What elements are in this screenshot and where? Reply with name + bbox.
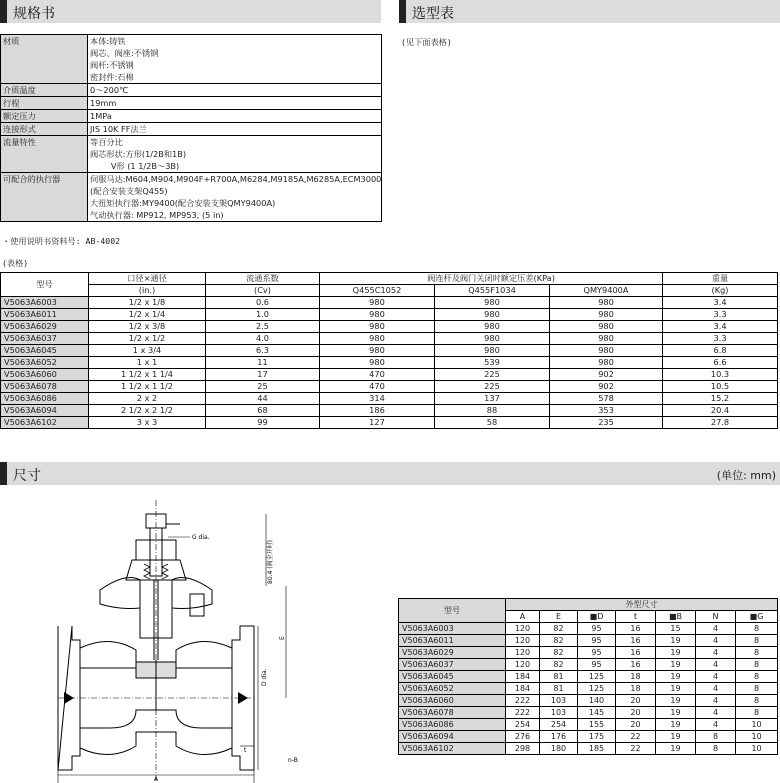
cell-weight: 10.3 bbox=[663, 369, 778, 381]
cell-p1: 470 bbox=[320, 381, 435, 393]
cell-dim-value: 16 bbox=[616, 623, 656, 635]
cell-dim-value: 95 bbox=[578, 659, 616, 671]
spec-row bbox=[1, 84, 382, 97]
cell-dim-value: 19 bbox=[656, 719, 696, 731]
spec-label: 介质温度 bbox=[1, 84, 88, 97]
spec-value-line: 气动执行器: MP912, MP953, (5 in) bbox=[90, 210, 224, 220]
spec-row bbox=[1, 110, 382, 123]
cell-dim-value: 8 bbox=[696, 731, 736, 743]
header-marker bbox=[0, 0, 7, 23]
cell-dim-value: 82 bbox=[540, 623, 578, 635]
col-weight-unit: (Kg) bbox=[663, 285, 778, 297]
cell-model: V5063A6078 bbox=[1, 381, 89, 393]
cell-dim-value: 184 bbox=[506, 671, 540, 683]
cell-dim-value: 20 bbox=[616, 719, 656, 731]
spec-value-line: V形 (1 1/2B～3B) bbox=[90, 161, 180, 171]
cell-model: V5063A6003 bbox=[399, 623, 506, 635]
cell-size: 1 x 1 bbox=[89, 357, 206, 369]
height-note-label: 80.4 (阀全开时) bbox=[267, 540, 274, 584]
cell-dim-value: 22 bbox=[616, 731, 656, 743]
cell-p1: 186 bbox=[320, 405, 435, 417]
dim-col-header: N bbox=[696, 611, 736, 623]
cell-size: 1/2 x 1/4 bbox=[89, 309, 206, 321]
table-row bbox=[1, 417, 778, 429]
cell-p2: 225 bbox=[435, 369, 550, 381]
spec-value-line: 19mm bbox=[90, 98, 117, 108]
cell-weight: 3.3 bbox=[663, 309, 778, 321]
cell-p1: 470 bbox=[320, 369, 435, 381]
dimension-unit: (单位: mm) bbox=[716, 469, 776, 482]
spec-value-line: 1MPa bbox=[90, 111, 112, 121]
cell-p3: 980 bbox=[550, 345, 663, 357]
cell-dim-value: 19 bbox=[656, 707, 696, 719]
cell-dim-value: 19 bbox=[656, 647, 696, 659]
cell-model: V5063A6011 bbox=[399, 635, 506, 647]
cell-dim-value: 176 bbox=[540, 731, 578, 743]
cell-model: V5063A6052 bbox=[399, 683, 506, 695]
dim-col-header: E bbox=[540, 611, 578, 623]
cell-dim-value: 8 bbox=[736, 659, 778, 671]
cell-dim-value: 18 bbox=[616, 683, 656, 695]
cell-p1: 980 bbox=[320, 321, 435, 333]
cell-weight: 20.4 bbox=[663, 405, 778, 417]
cell-weight: 3.4 bbox=[663, 321, 778, 333]
col-size: 口径×通径 bbox=[89, 273, 206, 285]
dimension-header-bar bbox=[0, 462, 780, 485]
cell-dim-value: 4 bbox=[696, 707, 736, 719]
selection-title: 选型表 bbox=[412, 6, 454, 22]
cell-dim-value: 95 bbox=[578, 647, 616, 659]
cell-p1: 980 bbox=[320, 297, 435, 309]
col-model: 型号 bbox=[1, 273, 89, 297]
cell-dim-value: 15 bbox=[656, 623, 696, 635]
table-row bbox=[399, 659, 778, 671]
cell-weight: 15.2 bbox=[663, 393, 778, 405]
spec-label: 流量特性 bbox=[1, 136, 88, 173]
cell-dim-value: 276 bbox=[506, 731, 540, 743]
cell-weight: 3.3 bbox=[663, 333, 778, 345]
e-label: E bbox=[279, 636, 286, 640]
cell-p3: 980 bbox=[550, 297, 663, 309]
cell-dim-value: 254 bbox=[506, 719, 540, 731]
cell-dim-value: 19 bbox=[656, 731, 696, 743]
cell-dim-value: 4 bbox=[696, 671, 736, 683]
cell-size: 1/2 x 3/8 bbox=[89, 321, 206, 333]
manual-note: ・使用说明书资料号: AB-4002 bbox=[2, 236, 121, 246]
cell-dim-value: 19 bbox=[656, 659, 696, 671]
table-row bbox=[399, 683, 778, 695]
cell-dim-value: 22 bbox=[616, 743, 656, 755]
cell-dim-value: 8 bbox=[736, 623, 778, 635]
table-row bbox=[1, 345, 778, 357]
cell-dim-value: 20 bbox=[616, 707, 656, 719]
cell-p3: 902 bbox=[550, 369, 663, 381]
cell-p1: 980 bbox=[320, 333, 435, 345]
table-row bbox=[1, 393, 778, 405]
cell-dim-value: 8 bbox=[736, 647, 778, 659]
cell-dim-value: 18 bbox=[616, 671, 656, 683]
table-row bbox=[399, 731, 778, 743]
spec-row bbox=[1, 173, 382, 222]
col-size-unit: (in.) bbox=[89, 285, 206, 297]
spec-value-line: 伺服马达:M604,M904,M904F+R700A,M6284,M9185A,M6285A,ECM3000 bbox=[90, 174, 382, 184]
cell-weight: 6.8 bbox=[663, 345, 778, 357]
cell-dim-value: 8 bbox=[736, 707, 778, 719]
cell-model: V5063A6037 bbox=[399, 659, 506, 671]
cell-dim-value: 222 bbox=[506, 707, 540, 719]
cell-dim-value: 8 bbox=[736, 635, 778, 647]
cell-p2: 137 bbox=[435, 393, 550, 405]
cell-cv: 6.3 bbox=[206, 345, 320, 357]
cell-cv: 17 bbox=[206, 369, 320, 381]
spec-title: 规格书 bbox=[13, 6, 55, 22]
cell-dim-value: 120 bbox=[506, 659, 540, 671]
spec-header-bar bbox=[0, 0, 381, 23]
cell-dim-value: 10 bbox=[736, 731, 778, 743]
cell-model: V5063A6003 bbox=[1, 297, 89, 309]
cell-dim-value: 4 bbox=[696, 719, 736, 731]
cell-dim-value: 19 bbox=[656, 635, 696, 647]
cell-dim-value: 120 bbox=[506, 635, 540, 647]
table-row bbox=[1, 357, 778, 369]
cell-dim-value: 19 bbox=[656, 695, 696, 707]
cell-dim-value: 8 bbox=[696, 743, 736, 755]
cell-p3: 980 bbox=[550, 357, 663, 369]
cell-dim-value: 180 bbox=[540, 743, 578, 755]
cell-model: V5063A6086 bbox=[1, 393, 89, 405]
cell-dim-value: 4 bbox=[696, 635, 736, 647]
col-cv-unit: (Cv) bbox=[206, 285, 320, 297]
cell-model: V5063A6045 bbox=[1, 345, 89, 357]
cell-dim-value: 145 bbox=[578, 707, 616, 719]
spec-row bbox=[1, 97, 382, 110]
spec-value bbox=[88, 136, 382, 173]
cell-p1: 314 bbox=[320, 393, 435, 405]
cell-dim-value: 103 bbox=[540, 707, 578, 719]
cell-cv: 0.6 bbox=[206, 297, 320, 309]
cell-model: V5063A6094 bbox=[399, 731, 506, 743]
table-caption: (表格) bbox=[2, 258, 29, 268]
spec-value-line: JIS 10K FF法兰 bbox=[90, 124, 147, 134]
cell-dim-value: 81 bbox=[540, 671, 578, 683]
cell-dim-value: 254 bbox=[540, 719, 578, 731]
spec-value bbox=[88, 173, 382, 222]
cell-size: 1 1/2 x 1 1/2 bbox=[89, 381, 206, 393]
table-row bbox=[1, 369, 778, 381]
dim-col-header: A bbox=[506, 611, 540, 623]
cell-dim-value: 10 bbox=[736, 743, 778, 755]
n-b-label: n-B bbox=[288, 757, 298, 764]
dim-col-header: ■B bbox=[656, 611, 696, 623]
spec-label: 行程 bbox=[1, 97, 88, 110]
cell-dim-value: 95 bbox=[578, 635, 616, 647]
cell-dim-value: 222 bbox=[506, 695, 540, 707]
cell-cv: 1.0 bbox=[206, 309, 320, 321]
spec-label: 额定压力 bbox=[1, 110, 88, 123]
cell-p3: 980 bbox=[550, 333, 663, 345]
dim-col-group: 外型尺寸 bbox=[506, 599, 778, 611]
cell-dim-value: 4 bbox=[696, 647, 736, 659]
cell-dim-value: 155 bbox=[578, 719, 616, 731]
cell-model: V5063A6102 bbox=[399, 743, 506, 755]
cell-p3: 980 bbox=[550, 309, 663, 321]
cell-dim-value: 82 bbox=[540, 635, 578, 647]
cell-size: 2 x 2 bbox=[89, 393, 206, 405]
table-row bbox=[1, 405, 778, 417]
col-pressure-group: 阀连杆及阀门关闭时额定压差(KPa) bbox=[320, 273, 663, 285]
spec-value-line: 阀杆:不锈钢 bbox=[90, 60, 134, 70]
cell-size: 2 1/2 x 2 1/2 bbox=[89, 405, 206, 417]
spec-label: 可配合的执行器 bbox=[1, 173, 88, 222]
cell-weight: 6.6 bbox=[663, 357, 778, 369]
dim-col-header: t bbox=[616, 611, 656, 623]
t-label: t bbox=[244, 747, 247, 754]
cell-cv: 44 bbox=[206, 393, 320, 405]
cell-dim-value: 81 bbox=[540, 683, 578, 695]
cell-model: V5063A6029 bbox=[399, 647, 506, 659]
cell-dim-value: 140 bbox=[578, 695, 616, 707]
dim-col-model: 型号 bbox=[399, 599, 506, 623]
spec-value bbox=[88, 97, 382, 110]
cell-model: V5063A6078 bbox=[399, 707, 506, 719]
spec-row bbox=[1, 136, 382, 173]
cell-dim-value: 4 bbox=[696, 683, 736, 695]
cell-dim-value: 10 bbox=[736, 719, 778, 731]
spec-value-line: 密封件:石棉 bbox=[90, 72, 134, 82]
table-row bbox=[1, 381, 778, 393]
cell-size: 1/2 x 1/8 bbox=[89, 297, 206, 309]
table-row bbox=[1, 297, 778, 309]
cell-weight: 27.8 bbox=[663, 417, 778, 429]
cell-dim-value: 8 bbox=[736, 683, 778, 695]
cell-p2: 539 bbox=[435, 357, 550, 369]
spec-label: 材质 bbox=[1, 35, 88, 84]
dimension-table bbox=[398, 598, 778, 755]
col-q455f1034: Q455F1034 bbox=[435, 285, 550, 297]
selection-note: (见下面表格) bbox=[401, 37, 452, 47]
col-q455c1052: Q455C1052 bbox=[320, 285, 435, 297]
cell-dim-value: 125 bbox=[578, 671, 616, 683]
cell-weight: 3.4 bbox=[663, 297, 778, 309]
selection-header-bar bbox=[399, 0, 780, 23]
cell-p2: 225 bbox=[435, 381, 550, 393]
spec-row bbox=[1, 35, 382, 84]
col-cv: 流通系数 bbox=[206, 273, 320, 285]
cell-model: V5063A6094 bbox=[1, 405, 89, 417]
spec-table bbox=[0, 34, 382, 222]
table-row bbox=[399, 743, 778, 755]
cell-cv: 11 bbox=[206, 357, 320, 369]
col-qmy9400a: QMY9400A bbox=[550, 285, 663, 297]
cell-dim-value: 19 bbox=[656, 671, 696, 683]
cell-size: 3 x 3 bbox=[89, 417, 206, 429]
table-row bbox=[399, 695, 778, 707]
cell-dim-value: 16 bbox=[616, 635, 656, 647]
cell-cv: 99 bbox=[206, 417, 320, 429]
dim-col-header: ■G bbox=[736, 611, 778, 623]
table-row bbox=[399, 635, 778, 647]
table-row bbox=[399, 719, 778, 731]
dim-col-header: ■D bbox=[578, 611, 616, 623]
cell-dim-value: 4 bbox=[696, 659, 736, 671]
table-row bbox=[399, 707, 778, 719]
cell-p1: 980 bbox=[320, 357, 435, 369]
cell-p2: 58 bbox=[435, 417, 550, 429]
cell-model: V5063A6060 bbox=[399, 695, 506, 707]
valve-drawing bbox=[40, 500, 310, 783]
cell-dim-value: 16 bbox=[616, 659, 656, 671]
cell-p3: 235 bbox=[550, 417, 663, 429]
a-label: A bbox=[154, 776, 159, 783]
table-row bbox=[399, 647, 778, 659]
cell-model: V5063A6029 bbox=[1, 321, 89, 333]
cell-dim-value: 175 bbox=[578, 731, 616, 743]
selection-table bbox=[0, 272, 778, 429]
spec-value-line: 大扭矩执行器:MY9400(配合安装支架QMY9400A) bbox=[90, 198, 276, 208]
cell-dim-value: 184 bbox=[506, 683, 540, 695]
cell-size: 1 x 3/4 bbox=[89, 345, 206, 357]
cell-dim-value: 82 bbox=[540, 659, 578, 671]
cell-p2: 980 bbox=[435, 321, 550, 333]
spec-value-line: 阀芯、阀座:不锈钢 bbox=[90, 48, 159, 58]
cell-dim-value: 125 bbox=[578, 683, 616, 695]
header-marker bbox=[0, 462, 7, 485]
spec-value bbox=[88, 35, 382, 84]
table-row bbox=[399, 623, 778, 635]
cell-dim-value: 19 bbox=[656, 743, 696, 755]
spec-value bbox=[88, 110, 382, 123]
cell-model: V5063A6060 bbox=[1, 369, 89, 381]
cell-cv: 68 bbox=[206, 405, 320, 417]
cell-cv: 4.0 bbox=[206, 333, 320, 345]
cell-p3: 980 bbox=[550, 321, 663, 333]
cell-dim-value: 103 bbox=[540, 695, 578, 707]
cell-p1: 980 bbox=[320, 345, 435, 357]
cell-dim-value: 16 bbox=[616, 647, 656, 659]
spec-row bbox=[1, 123, 382, 136]
cell-cv: 2.5 bbox=[206, 321, 320, 333]
g-dia-label: G dia. bbox=[192, 534, 210, 541]
cell-dim-value: 8 bbox=[736, 695, 778, 707]
table-row bbox=[1, 321, 778, 333]
cell-p1: 980 bbox=[320, 309, 435, 321]
cell-p2: 980 bbox=[435, 297, 550, 309]
cell-model: V5063A6037 bbox=[1, 333, 89, 345]
spec-value bbox=[88, 84, 382, 97]
cell-model: V5063A6052 bbox=[1, 357, 89, 369]
cell-model: V5063A6086 bbox=[399, 719, 506, 731]
cell-p3: 902 bbox=[550, 381, 663, 393]
table-row bbox=[1, 309, 778, 321]
cell-dim-value: 185 bbox=[578, 743, 616, 755]
cell-size: 1 1/2 x 1 1/4 bbox=[89, 369, 206, 381]
spec-value-line: 阀芯形状:方形(1/2B和1B) bbox=[90, 149, 187, 159]
cell-dim-value: 82 bbox=[540, 647, 578, 659]
dimension-title: 尺寸 bbox=[13, 468, 41, 484]
spec-value-line: (配合安装支架Q455) bbox=[90, 186, 168, 196]
cell-weight: 10.5 bbox=[663, 381, 778, 393]
cell-dim-value: 20 bbox=[616, 695, 656, 707]
spec-value-line: 0～200℃ bbox=[90, 85, 129, 95]
header-marker bbox=[399, 0, 406, 23]
d-dia-label: D dia. bbox=[261, 668, 268, 686]
cell-dim-value: 19 bbox=[656, 683, 696, 695]
col-weight: 重量 bbox=[663, 273, 778, 285]
cell-size: 1/2 x 1/2 bbox=[89, 333, 206, 345]
cell-p3: 353 bbox=[550, 405, 663, 417]
cell-dim-value: 4 bbox=[696, 623, 736, 635]
table-row bbox=[1, 333, 778, 345]
cell-dim-value: 298 bbox=[506, 743, 540, 755]
cell-p2: 88 bbox=[435, 405, 550, 417]
cell-model: V5063A6045 bbox=[399, 671, 506, 683]
cell-p3: 578 bbox=[550, 393, 663, 405]
cell-dim-value: 95 bbox=[578, 623, 616, 635]
cell-p2: 980 bbox=[435, 333, 550, 345]
spec-value bbox=[88, 123, 382, 136]
cell-p2: 980 bbox=[435, 309, 550, 321]
table-row bbox=[399, 671, 778, 683]
cell-model: V5063A6102 bbox=[1, 417, 89, 429]
spec-value-line: 等百分比 bbox=[90, 137, 123, 147]
cell-dim-value: 8 bbox=[736, 671, 778, 683]
cell-dim-value: 4 bbox=[696, 695, 736, 707]
cell-p1: 127 bbox=[320, 417, 435, 429]
cell-model: V5063A6011 bbox=[1, 309, 89, 321]
spec-label: 连接形式 bbox=[1, 123, 88, 136]
cell-dim-value: 120 bbox=[506, 647, 540, 659]
spec-value-line: 本体:铸铁 bbox=[90, 36, 126, 46]
cell-dim-value: 120 bbox=[506, 623, 540, 635]
cell-p2: 980 bbox=[435, 345, 550, 357]
cell-cv: 25 bbox=[206, 381, 320, 393]
